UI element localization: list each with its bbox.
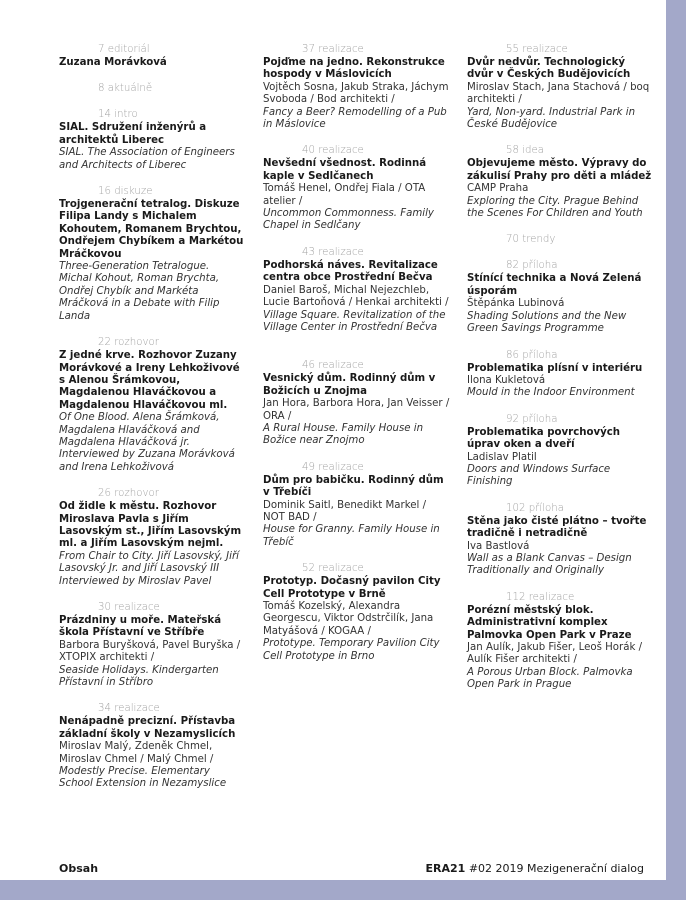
toc-entry-title: Nenápadně precizní. Přístavba základní školy v Nezamyslicích: [59, 716, 236, 740]
toc-page-number: 92: [506, 413, 519, 425]
toc-section-label: realizace: [114, 602, 160, 613]
toc-entry-title: Stínící technika a Nová Zelená úsporám: [467, 273, 642, 297]
toc-entry: [467, 260, 653, 335]
toc-entry-meta: [59, 703, 245, 715]
toc-page-number: 26: [98, 488, 111, 500]
toc-entry: [467, 350, 653, 400]
toc-entry-meta: [59, 186, 245, 198]
toc-entry-meta: [263, 462, 451, 474]
toc-section-label: diskuze: [114, 186, 153, 198]
toc-entry-authors: Iva Bastlová: [467, 540, 530, 552]
toc-entry-meta: [467, 503, 653, 515]
toc-entry-meta: [59, 602, 245, 614]
toc-entry: [59, 109, 245, 172]
toc-entry-title: Nevšední všednost. Rodinná kaple v Sedlčanech: [263, 158, 427, 182]
toc-entry: [59, 44, 245, 69]
toc-entry-meta: [59, 109, 245, 121]
toc-section-label: aktuálně: [107, 83, 153, 95]
toc-entry-meta: [467, 44, 653, 56]
toc-entry-english-title: SIAL. The Association of Engineers and Architects of Liberec: [59, 147, 235, 171]
toc-section-label: rozhovor: [114, 488, 159, 500]
toc-section-label: příloha: [522, 413, 558, 425]
toc-entry-english-title: Village Square. Revitalization of the Village Center in Prostřední Bečva: [263, 309, 446, 333]
toc-page-number: 52: [302, 563, 315, 575]
toc-entry-english-title: Three-Generation Tetralogue. Michal Kohout, Roman Brychta, Ondřej Chybík and Markéta Mráčková in a Debate with Filip Landa: [59, 261, 220, 322]
toc-entry-english-title: Uncommon Commonness. Family Chapel in Sedlčany: [263, 208, 434, 232]
toc-entry-english-title: Seaside Holidays. Kindergarten Přístavní in Stříbro: [59, 664, 219, 689]
toc-entry-title: Stěna jako čisté plátno – tvořte tradičně i netradičně: [467, 515, 647, 540]
toc-entry: [467, 234, 653, 246]
toc-entry-authors: Štěpánka Lubinová: [467, 298, 565, 310]
toc-entry-title: Zuzana Morávková: [59, 57, 167, 68]
toc-entry: [59, 186, 245, 323]
toc-entry-english-title: Fancy a Beer? Remodelling of a Pub in Máslovice: [263, 106, 447, 131]
toc-entry-authors: Barbora Buryšková, Pavel Buryška / XTOPIX architekti /: [59, 639, 241, 664]
footer-issue: [324, 862, 644, 875]
toc-entry-meta: [467, 350, 653, 362]
toc-page-number: 82: [506, 260, 519, 272]
toc-page-number: 102: [506, 502, 526, 514]
toc-entry-english-title: From Chair to City. Jiří Lasovský, Jiří Lasovský Jr. and Jiří Lasovský III Interviewed by Miroslav Pavel: [59, 550, 239, 587]
toc-entry: [467, 414, 653, 489]
toc-entry-english-title: Shading Solutions and the New Green Savings Programme: [467, 310, 627, 335]
toc-page-number: 34: [98, 703, 111, 715]
toc-entry-authors: Ilona Kukletová: [467, 374, 546, 386]
toc-entry-meta: [59, 44, 245, 56]
toc-entry-english-title: Yard, Non-yard. Industrial Park in České Budějovice: [467, 106, 636, 131]
toc-section-label: příloha: [522, 260, 558, 272]
toc-entry: [467, 145, 653, 220]
toc-section-label: příloha: [528, 502, 564, 514]
toc-entry-english-title: Doors and Windows Surface Finishing: [467, 463, 611, 488]
toc-entry-english-title: A Porous Urban Block. Palmovka Open Park in Prague: [467, 666, 633, 691]
toc-entry-meta: [59, 337, 245, 349]
toc-entry-authors: Jan Aulík, Jakub Fišer, Leoš Horák / Aulík Fišer architekti /: [467, 642, 643, 666]
toc-entry-meta: [59, 488, 245, 500]
toc-page-number: 46: [302, 360, 315, 372]
toc-section-label: rozhovor: [114, 337, 159, 349]
toc-entry-english-title: Exploring the City. Prague Behind the Scenes For Children and Youth: [467, 195, 643, 220]
toc-entry-authors: Tomáš Henel, Ondřej Fiala / OTA atelier /: [263, 183, 426, 207]
toc-entry-authors: Tomáš Kozelský, Alexandra Georgescu, Viktor Odstrčilík, Jana Matyášová / KOGAA /: [263, 601, 434, 637]
toc-page-number: 7: [98, 44, 105, 55]
toc-entry: [59, 83, 245, 95]
toc-entry-title: Vesnický dům. Rodinný dům v Božicích u Znojma: [263, 373, 436, 397]
toc-entry: [59, 602, 245, 689]
toc-entry: [263, 145, 451, 232]
toc-section-label: intro: [114, 109, 138, 121]
toc-entry: [59, 488, 245, 588]
toc-entry: [59, 337, 245, 474]
toc-entry-meta: [467, 260, 653, 272]
toc-section-label: realizace: [522, 44, 568, 55]
toc-page-number: 37: [302, 44, 315, 55]
toc-column-2: [263, 44, 451, 677]
toc-section-label: příloha: [522, 349, 558, 361]
toc-entry: [263, 44, 451, 131]
toc-section-label: realizace: [318, 145, 364, 157]
toc-entry-meta: [263, 247, 451, 259]
toc-entry-meta: [467, 592, 653, 604]
toc-entry-title: SIAL. Sdružení inženýrů a architektů Liberec: [59, 122, 207, 146]
toc-entry-meta: [59, 83, 245, 95]
toc-entry-title: Problematika povrchových úprav oken a dveří: [467, 426, 621, 451]
toc-page-number: 16: [98, 186, 111, 198]
toc-entry-title: Od židle k městu. Rozhovor Miroslava Pavla s Jiřím Lasovským st., Jiřím Lasovským ml. a Jiřím Lasovským nejml.: [59, 501, 242, 550]
toc-page-number: 86: [506, 349, 519, 361]
toc-entry-authors: Daniel Baroš, Michal Nejezchleb, Lucie Bartoňová / Henkai architekti /: [263, 284, 449, 309]
toc-entry-english-title: House for Granny. Family House in Třebíč: [263, 524, 440, 548]
toc-entry: [467, 44, 653, 131]
toc-entry-meta: [263, 145, 451, 157]
toc-entry: [467, 503, 653, 578]
toc-page-number: 55: [506, 44, 519, 55]
toc-entry-meta: [467, 414, 653, 426]
toc-entry: [263, 247, 451, 334]
toc-page-number: 58: [506, 145, 519, 157]
toc-entry-title: Porézní městský blok. Administrativní komplex Palmovka Open Park v Praze: [467, 604, 632, 641]
toc-column-1: [59, 44, 245, 805]
toc-entry-title: Dům pro babičku. Rodinný dům v Třebíči: [263, 474, 444, 499]
toc-entry-authors: Jan Hora, Barbora Hora, Jan Veisser / ORA /: [263, 398, 450, 422]
toc-entry: [263, 462, 451, 549]
toc-entry: [59, 703, 245, 790]
toc-entry-title: Pojďme na jedno. Rekonstrukce hospody v Máslovicích: [263, 57, 445, 81]
toc-entry-meta: [263, 563, 451, 575]
toc-section-label: idea: [522, 145, 545, 157]
toc-section-label: realizace: [114, 703, 160, 715]
toc-page-number: 112: [506, 591, 526, 603]
toc-entry-title: Podhorská náves. Revitalizace centra obce Prostřední Bečva: [263, 259, 438, 284]
toc-entry-english-title: Wall as a Blank Canvas – Design Traditionally and Originally: [467, 552, 632, 577]
toc-page-number: 14: [98, 109, 111, 121]
toc-entry-title: Prázdniny u moře. Mateřská škola Přístavní ve Stříbře: [59, 615, 222, 639]
toc-entry-english-title: Prototype. Temporary Pavilion City Cell Prototype in Brno: [263, 638, 440, 662]
toc-page-number: 43: [302, 246, 315, 258]
toc-page-number: 49: [302, 461, 315, 473]
toc-section-label: realizace: [318, 360, 364, 372]
toc-entry: [263, 360, 451, 447]
toc-section-label: editoriál: [107, 44, 150, 55]
toc-section-label: trendy: [522, 234, 556, 246]
toc-entry-title: Trojgenerační tetralog. Diskuze Filipa Landy s Michalem Kohoutem, Romanem Brychtou, Ondřejem Chybíkem a Markétou Mráčkovou: [59, 199, 244, 260]
toc-section-label: realizace: [318, 563, 364, 575]
toc-page-number: 70: [506, 234, 519, 246]
toc-entry-title: Dvůr nedvůr. Technologický dvůr v Českých Budějovicích: [467, 57, 631, 81]
toc-entry: [467, 592, 653, 692]
footer-magazine-name: ERA21: [425, 862, 466, 875]
toc-section-label: realizace: [318, 246, 364, 258]
footer-section-title: Obsah: [59, 862, 99, 875]
toc-column-3: [467, 44, 653, 706]
toc-entry-meta: [467, 234, 653, 246]
toc-page-number: 40: [302, 145, 315, 157]
toc-entry-authors: Miroslav Stach, Jana Stachová / boq architekti /: [467, 81, 650, 106]
toc-entry-meta: [467, 145, 653, 157]
toc-entry-authors: Dominik Saitl, Benedikt Markel / NOT BAD /: [263, 499, 427, 523]
toc-entry-authors: Vojtěch Sosna, Jakub Straka, Jáchym Svoboda / Bod architekti /: [263, 81, 449, 106]
toc-entry-title: Z jedné krve. Rozhovor Zuzany Morávkové a Ireny Lehkoživové s Alenou Šrámkovou, Magdalenou Hlaváčkovou a Magdalenou Hlaváčkovou ml.: [59, 350, 240, 411]
toc-entry-english-title: Mould in the Indoor Environment: [467, 387, 635, 399]
toc-entry: [263, 563, 451, 663]
toc-page-number: 8: [98, 83, 105, 95]
toc-entry-authors: CAMP Praha: [467, 183, 529, 195]
toc-section-label: realizace: [318, 44, 364, 55]
toc-entry-authors: Ladislav Platil: [467, 451, 537, 463]
toc-entry-english-title: A Rural House. Family House in Božice near Znojmo: [263, 422, 424, 447]
toc-entry-title: Objevujeme město. Výpravy do zákulisí Prahy pro děti a mládež: [467, 158, 652, 182]
toc-entry-meta: [263, 360, 451, 372]
toc-section-label: realizace: [318, 461, 364, 473]
toc-entry-meta: [263, 44, 451, 56]
toc-entry-title: Prototyp. Dočasný pavilon City Cell Prototype v Brně: [263, 576, 441, 600]
toc-entry-english-title: Modestly Precise. Elementary School Extension in Nezamyslice: [59, 766, 227, 790]
toc-section-label: realizace: [528, 591, 575, 603]
toc-entry-title: Problematika plísní v interiéru: [467, 362, 643, 374]
footer-issue-text: #02 2019 Mezigenerační dialog: [468, 862, 644, 875]
toc-entry-authors: Miroslav Malý, Zdeněk Chmel, Miroslav Chmel / Malý Chmel /: [59, 741, 214, 765]
toc-entry-english-title: Of One Blood. Alena Šrámková, Magdalena Hlaváčková and Magdalena Hlaváčková jr. Interviewed by Zuzana Morávková and Irena Lehkoživová: [59, 412, 235, 473]
toc-page-number: 22: [98, 337, 111, 349]
toc-page-number: 30: [98, 602, 111, 613]
